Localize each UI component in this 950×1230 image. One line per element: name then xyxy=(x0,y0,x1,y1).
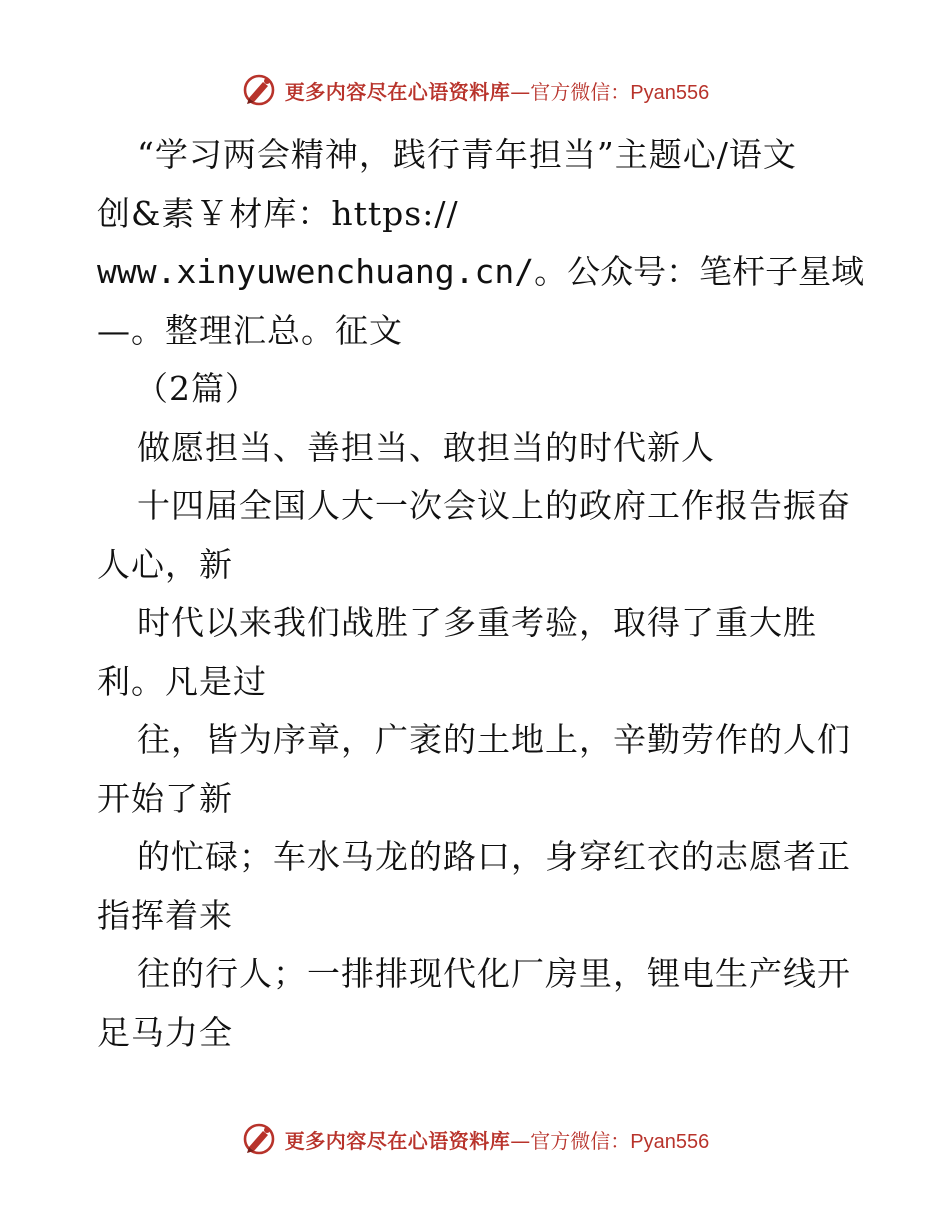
banner-wechat-id: Pyan556 xyxy=(630,81,710,104)
header-banner xyxy=(0,68,950,112)
footer-banner xyxy=(0,1117,950,1161)
banner-main-text: 更多内容尽在心语资料库 xyxy=(284,79,511,104)
document-line: 十四届全国人大一次会议上的政府工作报告振奋 xyxy=(137,486,851,525)
document-line: 的忙碌；车水马龙的路口，身穿红衣的志愿者正 xyxy=(137,837,851,876)
document-line: （2篇） xyxy=(135,369,259,408)
document-line: 做愿担当、善担当、敢担当的时代新人 xyxy=(137,427,715,467)
document-line: 人心，新 xyxy=(97,544,233,584)
document-line: www.xinyuwenchuang.cn/。公众号：笔杆子星域 xyxy=(97,252,865,291)
document-line: 指挥着来 xyxy=(97,895,233,935)
document-line: 足马力全 xyxy=(97,1012,233,1052)
banner-official-text: —官方微信： xyxy=(510,79,631,104)
document-line: 开始了新 xyxy=(97,778,233,818)
document-line: 创&素￥材库：https:// xyxy=(97,193,459,233)
pen-in-circle-logo-icon xyxy=(241,72,277,108)
pen-in-circle-logo-icon xyxy=(241,1121,277,1157)
document-line: 往，皆为序章，广袤的土地上，辛勤劳作的人们 xyxy=(137,720,851,759)
banner-main-text: 更多内容尽在心语资料库 xyxy=(284,1128,511,1153)
banner-wechat-id: Pyan556 xyxy=(630,1130,710,1153)
document-line: “学习两会精神，践行青年担当”主题心/语文 xyxy=(137,135,797,174)
document-line: 往的行人；一排排现代化厂房里，锂电生产线开 xyxy=(137,954,851,993)
banner-text xyxy=(285,76,709,105)
document-body xyxy=(97,126,865,1062)
banner-official-text: —官方微信： xyxy=(510,1128,631,1153)
document-line: 利。凡是过 xyxy=(97,661,267,701)
document-line: —。整理汇总。征文 xyxy=(97,310,403,350)
banner-text xyxy=(285,1125,709,1154)
document-line: 时代以来我们战胜了多重考验，取得了重大胜 xyxy=(137,603,817,642)
